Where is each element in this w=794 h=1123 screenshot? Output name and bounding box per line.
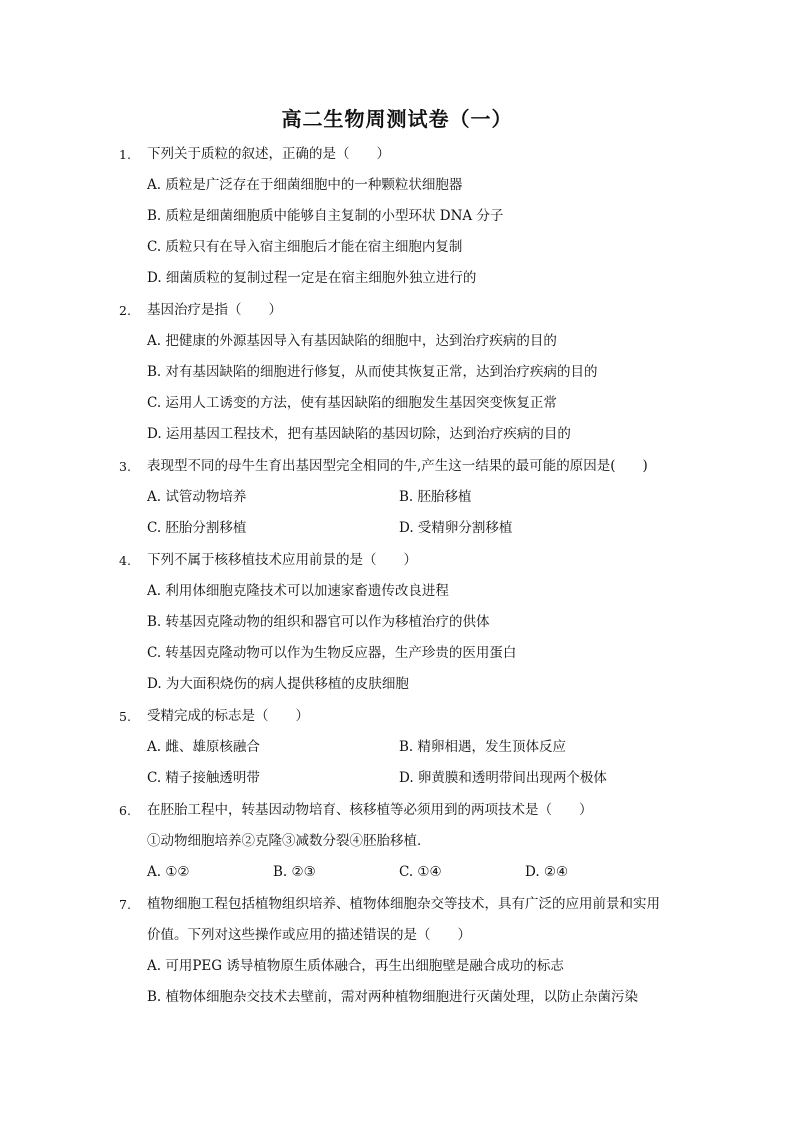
option-c: C. 质粒只有在导入宿主细胞后才能在宿主细胞内复制 xyxy=(147,239,463,255)
question-number: 3. xyxy=(119,459,131,474)
option-b: B. 胚胎移植 xyxy=(399,489,472,505)
option-c: C. 精子接触透明带 xyxy=(147,770,260,786)
option-c: C. 胚胎分割移植 xyxy=(147,520,247,536)
option-d: D. 运用基因工程技术，把有基因缺陷的基因切除，达到治疗疾病的目的 xyxy=(147,426,571,442)
question-stem: 基因治疗是指（ ） xyxy=(147,302,282,318)
question-stem: 植物细胞工程包括植物组织培养、植物体细胞杂交等技术，具有广泛的应用前景和实用 xyxy=(147,896,660,912)
option-a: A. 利用体细胞克隆技术可以加速家畜遗传改良进程 xyxy=(147,583,449,599)
question-stem: 下列不属于核移植技术应用前景的是（ ） xyxy=(147,552,417,568)
option-a: A. ①② xyxy=(147,864,190,880)
option-d: D. ②④ xyxy=(525,864,569,880)
option-b: B. 植物体细胞杂交技术去壁前，需对两种植物细胞进行灭菌处理，以防止杂菌污染 xyxy=(147,989,639,1005)
option-a: A. 可用PEG 诱导植物原生质体融合，再生出细胞壁是融合成功的标志 xyxy=(147,958,564,974)
option-d: D. 受精卵分割移植 xyxy=(399,520,513,536)
option-d: D. 细菌质粒的复制过程一定是在宿主细胞外独立进行的 xyxy=(147,270,477,286)
question-stem: 在胚胎工程中，转基因动物培育、核移植等必须用到的两项技术是（ ） xyxy=(147,802,593,818)
question-number: 4. xyxy=(119,553,131,568)
question-number: 2. xyxy=(119,303,131,318)
page-title: 高二生物周测试卷（一） xyxy=(281,107,513,131)
option-a: A. 质粒是广泛存在于细菌细胞中的一种颗粒状细胞器 xyxy=(147,177,463,193)
option-b: B. 质粒是细菌细胞质中能够自主复制的小型环状 DNA 分子 xyxy=(147,208,504,224)
question-stem: 表现型不同的母牛生育出基因型完全相同的牛,产生这一结果的最可能的原因是( ) xyxy=(147,458,648,474)
question-stem-line-2: ①动物细胞培养②克隆③减数分裂④胚胎移植． xyxy=(147,833,431,849)
question-stem: 下列关于质粒的叙述，正确的是（ ） xyxy=(147,146,390,162)
question-number: 7. xyxy=(119,897,131,912)
option-b: B. ②③ xyxy=(273,864,316,880)
question-number: 6. xyxy=(119,803,131,818)
question-stem: 受精完成的标志是（ ） xyxy=(147,708,309,724)
option-c: C. 运用人工诱变的方法，使有基因缺陷的细胞发生基因突变恢复正常 xyxy=(147,395,557,411)
option-a: A. 雌、雄原核融合 xyxy=(147,739,260,755)
option-b: B. 转基因克隆动物的组织和器官可以作为移植治疗的供体 xyxy=(147,614,490,630)
option-d: D. 为大面积烧伤的病人提供移植的皮肤细胞 xyxy=(147,676,409,692)
option-d: D. 卵黄膜和透明带间出现两个极体 xyxy=(399,770,607,786)
option-a: A. 把健康的外源基因导入有基因缺陷的细胞中，达到治疗疾病的目的 xyxy=(147,333,557,349)
option-c: C. ①④ xyxy=(399,864,442,880)
option-b: B. 精卵相遇，发生顶体反应 xyxy=(399,739,567,755)
option-b: B. 对有基因缺陷的细胞进行修复，从而使其恢复正常，达到治疗疾病的目的 xyxy=(147,364,598,380)
question-stem-line-2: 价值。下列对这些操作或应用的描述错误的是（ ） xyxy=(147,927,471,943)
question-number: 5. xyxy=(119,709,131,724)
option-a: A. 试管动物培养 xyxy=(147,489,247,505)
option-c: C. 转基因克隆动物可以作为生物反应器，生产珍贵的医用蛋白 xyxy=(147,645,517,661)
question-number: 1. xyxy=(119,147,131,162)
